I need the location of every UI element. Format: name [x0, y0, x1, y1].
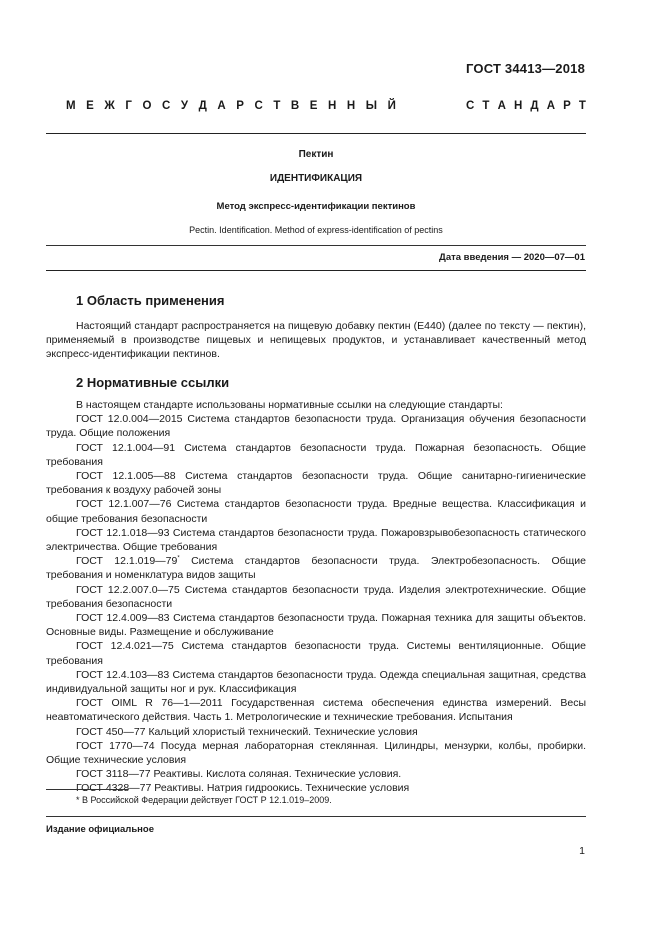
section-1-body — [46, 319, 586, 362]
section-1-heading: 1 Область применения — [76, 293, 225, 308]
standard-type-word-interstate — [66, 100, 396, 112]
ref-item-rest: Система стандартов безопасности труда. Электробезопасность. Общие требования и номенклатура видов защиты — [46, 555, 586, 582]
ref-item: ГОСТ 12.0.004—2015 Система стандартов безопасности труда. Организация обучения безопасности труда. Общие положения — [46, 413, 586, 440]
heading-letter: Н — [328, 100, 337, 112]
footnote: * В Российской Федерации действует ГОСТ Р 12.1.019–2009. — [76, 795, 332, 805]
heading-letter: В — [290, 100, 300, 112]
official-edition-label: Издание официальное — [46, 824, 154, 835]
introduction-date: Дата введения — 2020—07—01 — [439, 252, 585, 263]
heading-letter: О — [142, 100, 152, 112]
heading-letter: С — [254, 100, 263, 112]
title-english: Pectin. Identification. Method of express-identification of pectins — [189, 225, 443, 235]
header-rule — [46, 133, 586, 134]
heading-letter: У — [180, 100, 188, 112]
section-1-paragraph: Настоящий стандарт распространяется на пищевую добавку пектин (Е440) (далее по тексту — пектин), применяемый в производстве пищевых и непищевых продуктов, и устанавливает качественный метод экспресс-идентификации пектинов. — [46, 320, 586, 361]
heading-letter: А — [497, 100, 506, 112]
standard-type-word-standard — [466, 100, 586, 112]
heading-letter: С — [161, 100, 171, 112]
heading-letter: Н — [513, 100, 523, 112]
ref-item: ГОСТ 12.4.009—83 Система стандартов безопасности труда. Пожарная техника для защиты объектов. Основные виды. Размещение и обслуживание — [46, 612, 586, 639]
section-2-intro: В настоящем стандарте использованы нормативные ссылки на следующие стандарты: — [76, 399, 503, 411]
title-method: Метод экспресс-идентификации пектинов — [216, 201, 416, 212]
ref-item-footnoted — [46, 554, 586, 582]
page-number: 1 — [579, 845, 585, 857]
ref-item: ГОСТ 12.2.007.0—75 Система стандартов безопасности труда. Изделия электротехнические. Общие требования безопасности — [46, 583, 586, 610]
section-2-body — [46, 398, 586, 796]
footnote-marker[interactable]: * — [177, 555, 180, 562]
heading-letter: Т — [578, 100, 586, 112]
ref-item: ГОСТ 12.1.018—93 Система стандартов безопасности труда. Пожаровзрывобезопасность статического электричества. Общие требования — [46, 526, 586, 554]
heading-letter: Р — [236, 100, 244, 112]
footnote-rule — [46, 789, 128, 790]
heading-letter: Т — [482, 100, 490, 112]
heading-letter: А — [546, 100, 556, 112]
ref-item: ГОСТ 450—77 Кальций хлористый технический. Технические условия — [76, 725, 418, 738]
heading-letter: Е — [309, 100, 318, 112]
heading-letter: Ж — [104, 100, 115, 112]
footer-rule — [46, 816, 586, 817]
heading-letter: Н — [346, 100, 356, 112]
heading-letter: Й — [387, 100, 396, 112]
section-2-heading: 2 Нормативные ссылки — [76, 375, 230, 390]
document-code: ГОСТ 34413—2018 — [466, 61, 585, 76]
heading-letter: Е — [86, 100, 94, 112]
title-pectin: Пектин — [298, 149, 334, 160]
heading-letter: Т — [273, 100, 281, 112]
ref-item: ГОСТ 3118—77 Реактивы. Кислота соляная. Технические условия. — [76, 768, 402, 781]
ref-item: ГОСТ 1770—74 Посуда мерная лабораторная стеклянная. Цилиндры, мензурки, колбы, пробирки. Общие технические условия — [46, 739, 586, 767]
title-rule — [46, 245, 586, 246]
heading-letter: Д — [530, 100, 539, 112]
ref-item: ГОСТ 4328—77 Реактивы. Натрия гидроокись. Технические условия — [76, 782, 410, 795]
ref-item: ГОСТ 12.1.004—91 Система стандартов безопасности труда. Пожарная безопасность. Общие требования — [46, 441, 586, 468]
heading-letter: М — [66, 100, 76, 112]
heading-letter: Р — [563, 100, 571, 112]
heading-letter: Ы — [365, 100, 378, 112]
standard-type-heading — [66, 100, 586, 112]
ref-item: ГОСТ 12.1.007—76 Система стандартов безопасности труда. Вредные вещества. Классификация и общие требования безопасности — [46, 498, 586, 525]
heading-letter: А — [217, 100, 226, 112]
ref-item: ГОСТ 12.4.103—83 Система стандартов безопасности труда. Одежда специальная защитная, средства индивидуальной защиты ног и рук. Классификация — [46, 668, 586, 696]
date-rule — [46, 270, 586, 271]
heading-letter: С — [466, 100, 475, 112]
title-identification: ИДЕНТИФИКАЦИЯ — [269, 173, 363, 184]
ref-item-code: ГОСТ 12.1.019—79 — [76, 555, 178, 568]
ref-item: ГОСТ OIML R 76—1—2011 Государственная система обеспечения единства измерений. Весы неавтоматического действия. Часть 1. Метрологические и технические требования. Испытания — [46, 697, 586, 724]
heading-letter: Г — [125, 100, 132, 112]
ref-item: ГОСТ 12.4.021—75 Система стандартов безопасности труда. Системы вентиляционные. Общие требования — [46, 640, 586, 667]
ref-item: ГОСТ 12.1.005—88 Система стандартов безопасности труда. Общие санитарно-гигиенические требования к воздуху рабочей зоны — [46, 470, 586, 497]
heading-letter: Д — [198, 100, 207, 112]
